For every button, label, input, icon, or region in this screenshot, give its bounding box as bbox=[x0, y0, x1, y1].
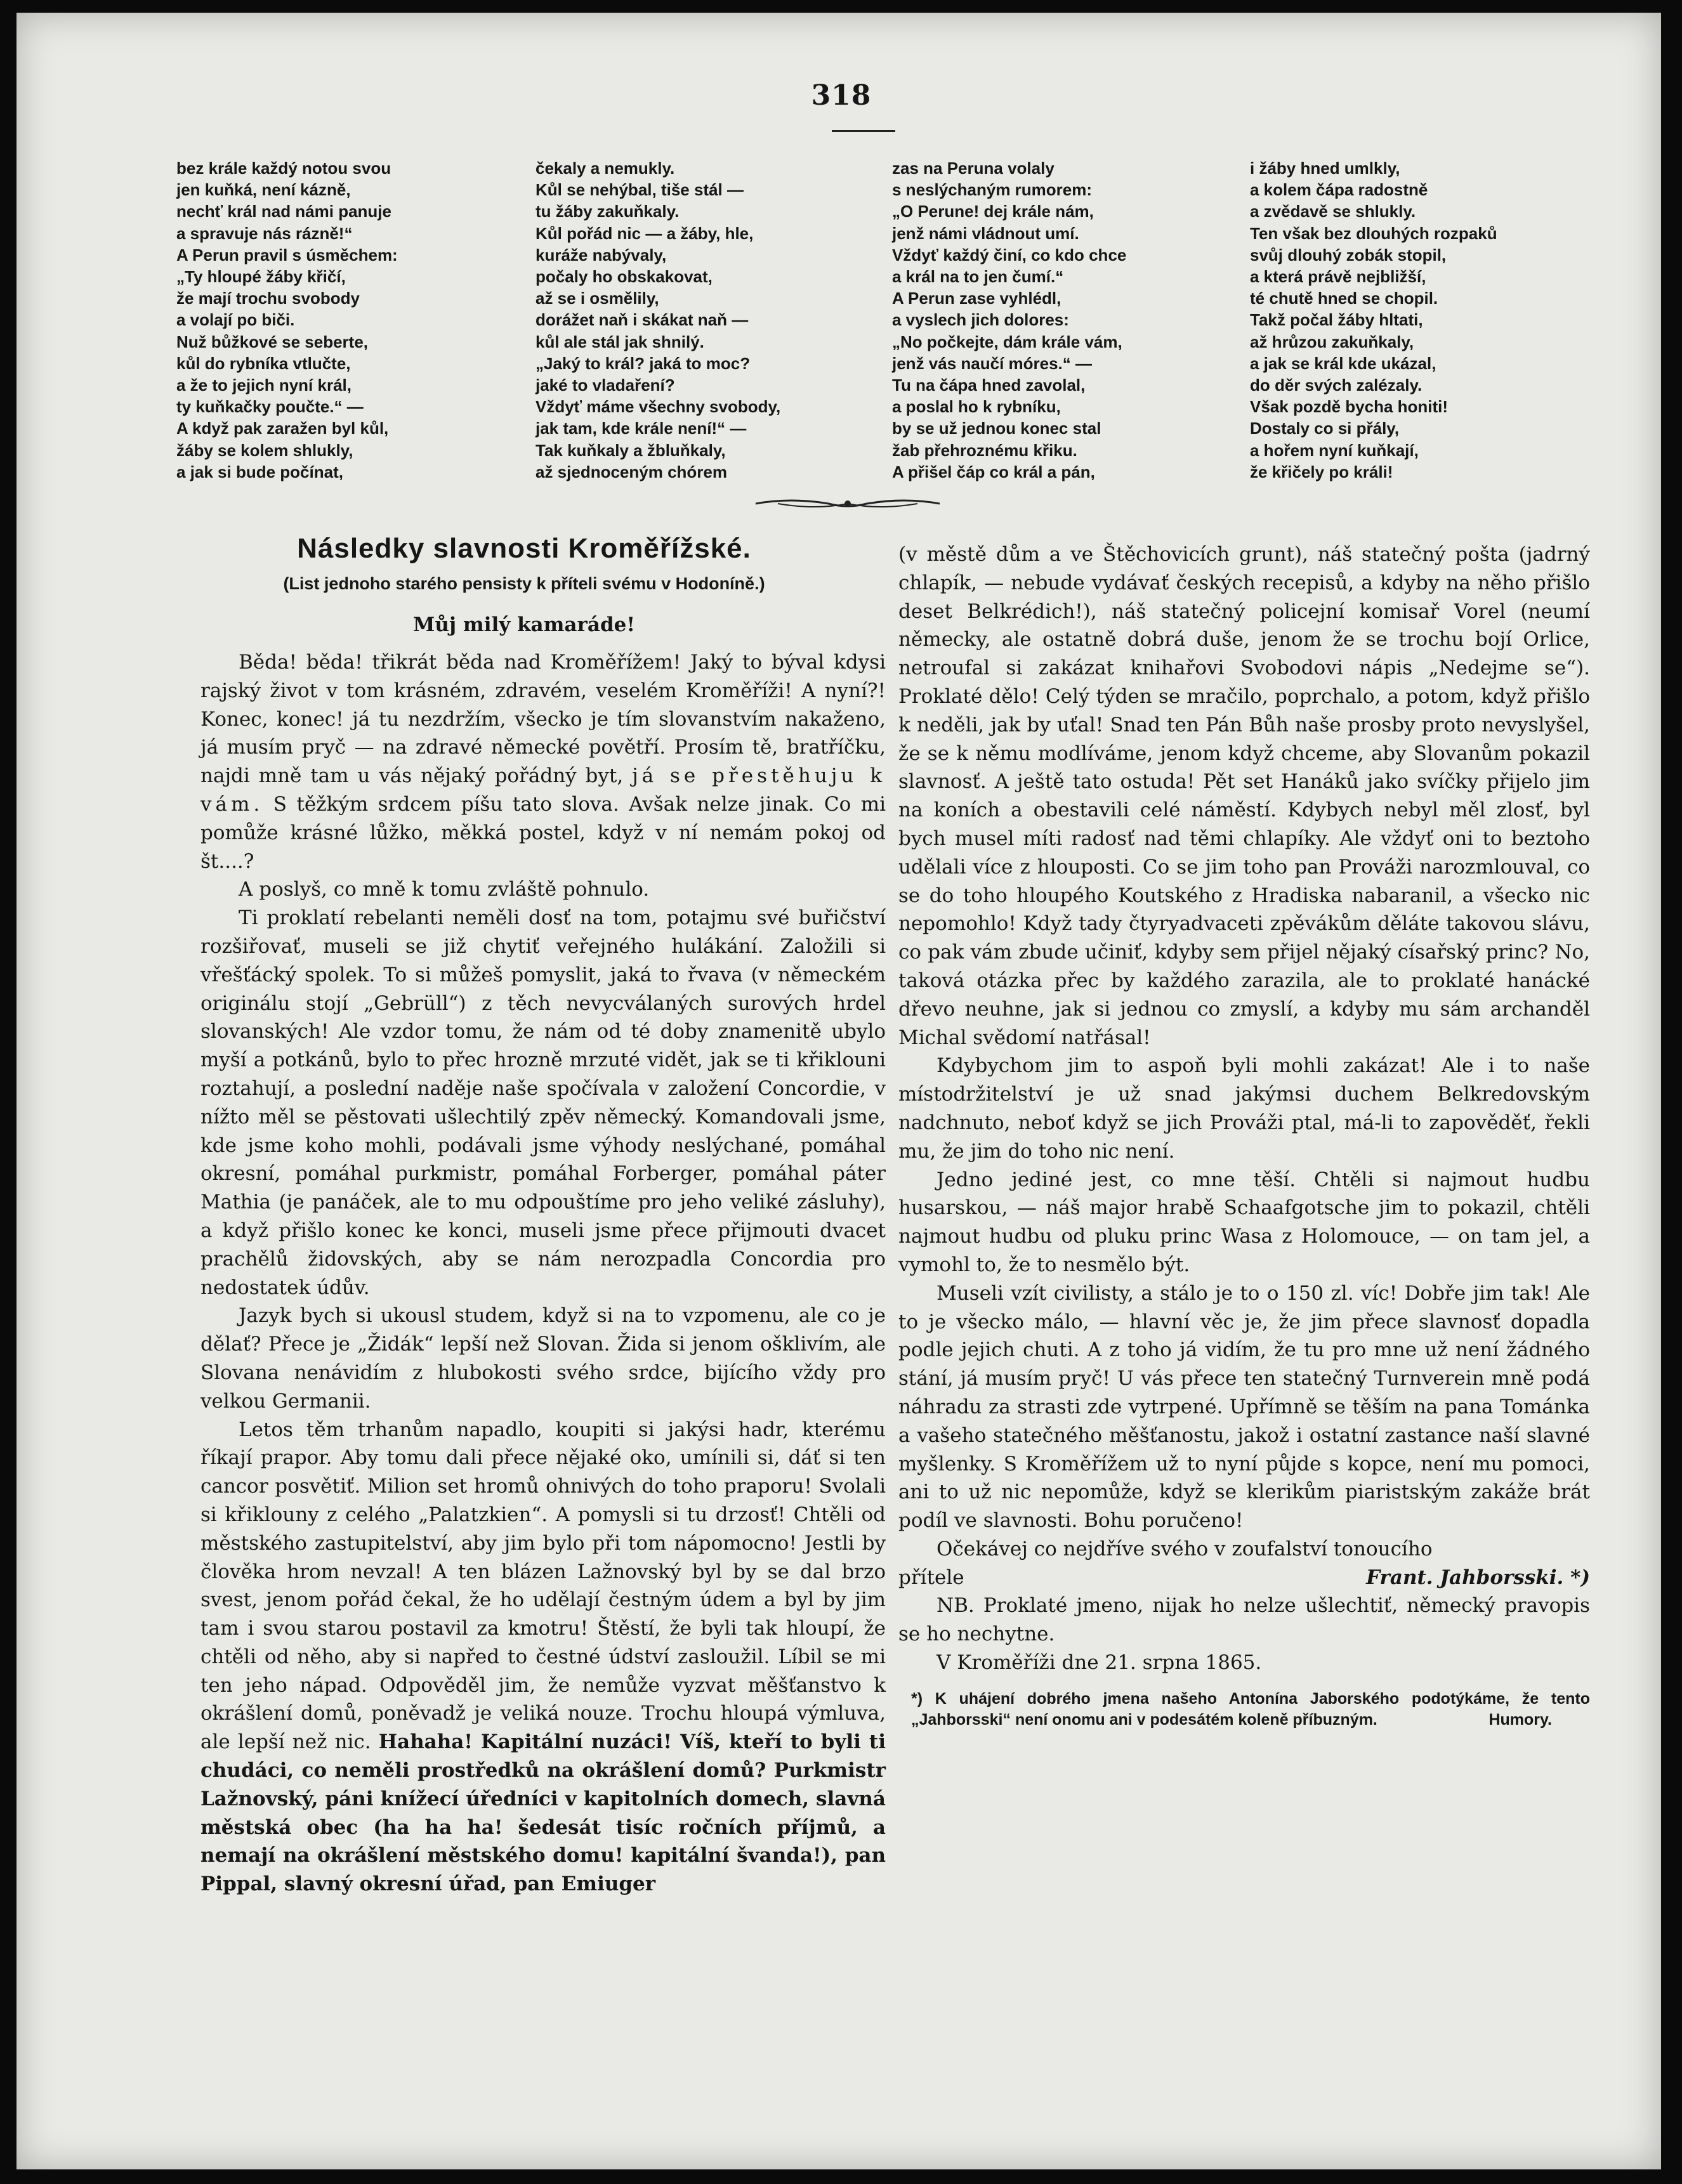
poem-line: počaly ho obskakovat, bbox=[535, 267, 713, 287]
poem-line: jen kuňká, není kázně, bbox=[176, 180, 351, 200]
poem-line: bez krále každý notou svou bbox=[176, 159, 391, 178]
signature: Frant. Jahborsski. *) bbox=[1366, 1566, 1590, 1589]
article-title: Následky slavnosti Kroměřížské. bbox=[297, 533, 751, 564]
poem-line: až se i osmělily, bbox=[535, 289, 659, 308]
paragraph: Jazyk bych si ukousl studem, když si na to vzpomenu, ale co je dělať? Přece je „Židák“ lepší než Slovan. Žida si jenom ošklivím, ale Slovana nenávidím z hlubokosti svého srdce, bijícího vždy pro velkou Germanii. bbox=[200, 1304, 886, 1413]
poem-line: a hořem nyní kuňkají, bbox=[1250, 440, 1419, 460]
poem-line: že mají trochu svobody bbox=[176, 289, 360, 308]
poem-line: a jak se král kde ukázal, bbox=[1250, 353, 1436, 373]
poem-line: s neslýchaným rumorem: bbox=[892, 180, 1093, 200]
poem-line: „Jaký to král? jaká to moc? bbox=[535, 353, 751, 373]
poem-line: A když pak zaražen byl kůl, bbox=[176, 419, 389, 438]
poem-line: jak tam, kde krále není!“ — bbox=[535, 419, 747, 438]
bold-text: Hahaha! Kapitální nuzáci! Víš, kteří to byli ti chudáci, co neměli prostředků na okrášlení domů? Purkmistr Lažnovský, páni knížecí úředníci v kapitolních domech, slavná městská obec (ha ha ha! šedesát tisíc ročních příjmů, a nemají na okrášlení městského domu! kapitální švanda!), pan Pippal, slavný okresní úřad, pan Emiuger bbox=[200, 1730, 886, 1896]
poem-line: Dostaly co si přály, bbox=[1250, 419, 1400, 438]
poem-line: Kůl pořád nic — a žáby, hle, bbox=[535, 223, 754, 243]
poem-line: „Ty hloupé žáby křičí, bbox=[176, 267, 346, 287]
poem-line: tu žáby zakuňkaly. bbox=[535, 202, 680, 221]
closing-friend: přítele bbox=[898, 1566, 964, 1589]
article-column-right bbox=[898, 540, 1590, 1730]
poem-line: Ten však bez dlouhých rozpaků bbox=[1250, 223, 1497, 243]
poem-line: A Perun zase vyhlédl, bbox=[892, 289, 1061, 308]
paragraph bbox=[200, 1416, 886, 1899]
footnote-source: Humory. bbox=[1488, 1710, 1552, 1729]
poem-line: svůj dlouhý zobák stopil, bbox=[1250, 245, 1447, 265]
poem-line: čekaly a nemukly. bbox=[535, 159, 675, 178]
poem-line: „No počkejte, dám krále vám, bbox=[892, 332, 1122, 351]
poem-line: žab přehroznému křiku. bbox=[892, 440, 1077, 460]
signature-row bbox=[898, 1564, 1590, 1592]
poem-line: by se už jednou konec stal bbox=[892, 419, 1101, 438]
poem-line: a poslal ho k rybníku, bbox=[892, 397, 1061, 417]
poem-line: Takž počal žáby hltati, bbox=[1250, 310, 1423, 330]
poem-line: a volají po biči. bbox=[176, 310, 295, 330]
poem-line: a jak si bude počínat, bbox=[176, 462, 343, 481]
closing-line: Očekávej co nejdříve svého v zoufalství tonoucího bbox=[936, 1537, 1433, 1560]
poem-line: A Perun pravil s úsměchem: bbox=[176, 245, 398, 265]
paragraph: Kdybychom jim to aspoň byli mohli zakázat! Ale i to naše místodržitelství je už snad jakýmsi duchem Belkredovským nadchnuto, neboť když se jich Prováži ptal, má-li to zapověděť, řekli mu, že jim do toho nic není. bbox=[898, 1054, 1590, 1163]
poem-column-1 bbox=[176, 157, 532, 483]
article-subtitle: (List jednoho starého pensisty k příteli svému v Hodoníně.) bbox=[283, 574, 765, 593]
footnote bbox=[898, 1689, 1590, 1730]
paragraph: Ti proklatí rebelanti neměli dosť na tom, potajmu své buřičství rozšiřovať, museli se již chytiť veřejného hulákání. Založili si vřešťácký spolek. To si můžeš pomyslit, jaká to řvava (v německém originálu stojí „Gebrüll“) z těch nevycválaných surových hrdel slovanských! Ale vzdor tomu, že nám od té doby znamenitě ubylo myší a potkánů, bylo to přec hrozně mrzuté vidět, jak se ti křiklouni roztahují, a poslední naděje naše spočívala v založení Concordie, v nížto měl se pěstovati ušlechtilý zpěv německý. Komandovali jsme, kde jsme koho mohli, podávali jsme výhody neslýchané, pomáhal okresní, pomáhal purkmistr, pomáhal Forberger, pomáhal páter Mathia (je panáček, ale to mu odpouštíme pro jeho veliké zásluhy), a když přišlo konec ke konci, museli jsme přece přijmouti dvacet prachělů židovských, aby se nám nerozpadla Concordia pro nedostatek údův. bbox=[200, 906, 886, 1299]
footnote-text: *) K uhájení dobrého jmena našeho Antonína Jaborského podotýkáme, že tento „Jahborsski“ není onomu ani v podesátém koleně příbuzným. bbox=[911, 1689, 1590, 1729]
poem-line: že křičely po králi! bbox=[1250, 462, 1393, 481]
poem-line: dorážet naň i skákat naň — bbox=[535, 310, 749, 330]
poem-line: a spravuje nás rázně!“ bbox=[176, 223, 353, 243]
poem-column-4 bbox=[1250, 157, 1605, 483]
poem-line: jenž vás naučí móres.“ — bbox=[892, 353, 1093, 373]
paragraph-text: Běda! běda! třikrát běda nad Kroměřížem! Jaký to býval kdysi rajský život v tom krásném, zdravém, veselém Kroměříži! A nyní?! Konec, konec! já tu nezdržím, všecko je tím slovanstvím nakaženo, já musím pryč — na zdravé německé povětří. Prosím tě, bratříčku, najdi mně tam u vás nějaký pořádný byt, bbox=[200, 651, 886, 788]
poem-column-3 bbox=[892, 157, 1247, 483]
poem-line: nechť král nad námi panuje bbox=[176, 202, 391, 221]
poem-line: Vždyť každý činí, co kdo chce bbox=[892, 245, 1127, 265]
paragraph: A poslyš, co mně k tomu zvláště pohnulo. bbox=[239, 878, 650, 901]
poem-line: a kolem čápa radostně bbox=[1250, 180, 1428, 200]
paragraph: Jedno jediné jest, co mne těší. Chtěli si najmout hudbu husarskou, — náš major hrabě Schaafgotsche jim to pokazil, chtěli najmout hudbu od pluku princ Wasa z Holomouce, — on tam jel, a vymohl to, že to nesmělo být. bbox=[898, 1168, 1590, 1276]
poem-line: jenž námi vládnout umí. bbox=[892, 223, 1079, 243]
poem-line: kuráže nabývaly, bbox=[535, 245, 667, 265]
letter-salutation: Můj milý kamaráde! bbox=[413, 613, 635, 636]
poem-line: a zvědavě se shlukly. bbox=[1250, 202, 1416, 221]
poem-line: A přišel čáp co král a pán, bbox=[892, 462, 1095, 481]
page-number: 318 bbox=[811, 79, 872, 112]
poem-line: Kůl se nehýbal, tiše stál — bbox=[535, 180, 744, 200]
nb-note: NB. Proklaté jmeno, nijak ho nelze ušlechtiť, německý pravopis se ho nechytne. bbox=[898, 1594, 1590, 1646]
poem-line: žáby se kolem shlukly, bbox=[176, 440, 353, 460]
poem-line: Vždyť máme všechny svobody, bbox=[535, 397, 781, 417]
poem-line: ty kuňkačky poučte.“ — bbox=[176, 397, 364, 417]
poem-line: Tak kuňkaly a žbluňkaly, bbox=[535, 440, 726, 460]
ornament-divider bbox=[752, 496, 943, 511]
poem-line: až hrůzou zakuňkaly, bbox=[1250, 332, 1414, 351]
poem-line: Tu na čápa hned zavolal, bbox=[892, 376, 1086, 395]
paragraph: Museli vzít civilisty, a stálo je to o 150 zl. víc! Dobře jim tak! Ale to je všecko málo, — hlavní věc je, že jim přece slavnosť dopadla podle jejich chuti. A z toho já vidím, že tu pro mne už není žádného stání, já musím pryč! U vás přece ten statečný Turnverein mně podá náhradu za strasti zde vytrpené. Upřímně se těším na pana Tománka a vašeho statečného měšťanostu, jakož i ostatní zastance naší slavné myšlenky. S Kroměřížem už to nyní půjde s kopce, není mu pomoci, ani to už nic nepomůže, když se klerikům piaristským zakáže brát podíl ve slavnosti. Bohu poručeno! bbox=[898, 1281, 1590, 1533]
newspaper-page bbox=[16, 13, 1661, 2169]
poem-line: i žáby hned umlkly, bbox=[1250, 159, 1400, 178]
paragraph bbox=[200, 648, 886, 875]
poem-line: do děr svých zalézaly. bbox=[1250, 376, 1422, 395]
paragraph-text: Letos těm trhanům napadlo, koupiti si jakýsi hadr, kterému říkají prapor. Aby tomu dali přece nějaké oko, umínili si, dáť si ten cancor posvětiť. Milion set hromů ohnivých do toho praporu! Svolali si křiklouny z celého „Palatzkien“. A pomysli si tu drzosť! Chtěli od městského zastupitelství, aby jim bylo při tom nápomocno! Jestli by člověka hrom nevzal! A ten blázen Lažnovský byl by se dal brzo svest, jenom pořád čekal, že ho udělají čestným údem a byl by jim tam i svou starou postavil za kmotru! Štěstí, že byli tak hloupí, že chtěli od něho, aby si napřed to čestné údství zasloužil. Líbil se mi ten jeho nápad. Odpověděl jim, že nemůže vyzvat měšťanstvo k okrášlení domů, poněvadž je veliká nouze. Trochu hloupá výmluva, ale lepší než nic. bbox=[200, 1418, 886, 1754]
poem-line: a která právě nejbližší, bbox=[1250, 267, 1426, 287]
poem-line: a král na to jen čumí.“ bbox=[892, 267, 1064, 287]
spaced-text: já se přestěhuju k vám. bbox=[200, 764, 886, 816]
poem-line: a vyslech jich dolores: bbox=[892, 310, 1069, 330]
poem-line: Nuž bůžkové se seberte, bbox=[176, 332, 368, 351]
place-date: V Kroměříži dne 21. srpna 1865. bbox=[936, 1651, 1262, 1675]
poem-line: a že to jejich nyní král, bbox=[176, 376, 352, 395]
poem-line: kůl do rybníka vtlučte, bbox=[176, 353, 351, 373]
article-column-left bbox=[200, 648, 886, 1899]
page-number-rule bbox=[832, 130, 895, 132]
poem-line: až sjednoceným chórem bbox=[535, 462, 727, 481]
paragraph-text: S těžkým srdcem píšu tato slova. Avšak nelze jinak. Co mi pomůže krásné lůžko, měkká postel, když v ní nemám pokoj od št....? bbox=[200, 792, 886, 873]
poem-line: jaké to vladaření? bbox=[535, 376, 675, 395]
poem-line: té chutě hned se chopil. bbox=[1250, 289, 1438, 308]
poem-line: Však pozdě bycha honiti! bbox=[1250, 397, 1449, 417]
poem-line: zas na Peruna volaly bbox=[892, 159, 1055, 178]
poem-line: „O Perune! dej krále nám, bbox=[892, 202, 1094, 221]
poem-column-2 bbox=[535, 157, 891, 483]
poem-line: kůl ale stál jak shnilý. bbox=[535, 332, 704, 351]
paragraph: (v městě dům a ve Štěchovicích grunt), náš statečný pošta (jadrný chlapík, — nebude vydávať českých recepisů, a kdyby na něho přišlo deset Belkrédich!), náš statečný policejní komisař Vorel (neumí německy, ale ostatně dobrá duše, jenom že se trochu bojí Orlice, netroufal si zakázat knihařovi Svobodovi nápis „Nedejme se“). Proklaté dělo! Celý týden se mračilo, poprchalo, a potom, když přišlo k neděli, jak by uťal! Snad ten Pán Bůh naše prosby proto nevyslyšel, že se k němu modlíváme, jenom když chceme, aby Slovanům pokazil slavnosť. A ještě tato ostuda! Pět set Hanáků jako svíčky přijelo jim na koních a obestavili celé náměstí. Kdybych nebyl měl zlosť, byl bych musel míti radosť nad těmi chlapíky. Ale vždyť oni to beztoho udělali více z hlouposti. Co se jim toho pan Prováži narozmlouval, co se do toho hloupého Koutského z Hradiska nabaranil, a všecko nic nepomohlo! Když tady čtyryadvaceti zpěvákům děláte takovou slávu, co pak vám zbude učiniť, kdyby sem přijel nějaký císařský princ? No, taková otázka přec by každého zarazila, ale to proklaté hanácké dřevo neuhne, jak si jednou co zmyslí, a kdyby mu sám archanděl Michal svědomí natřásal! bbox=[898, 543, 1590, 1049]
